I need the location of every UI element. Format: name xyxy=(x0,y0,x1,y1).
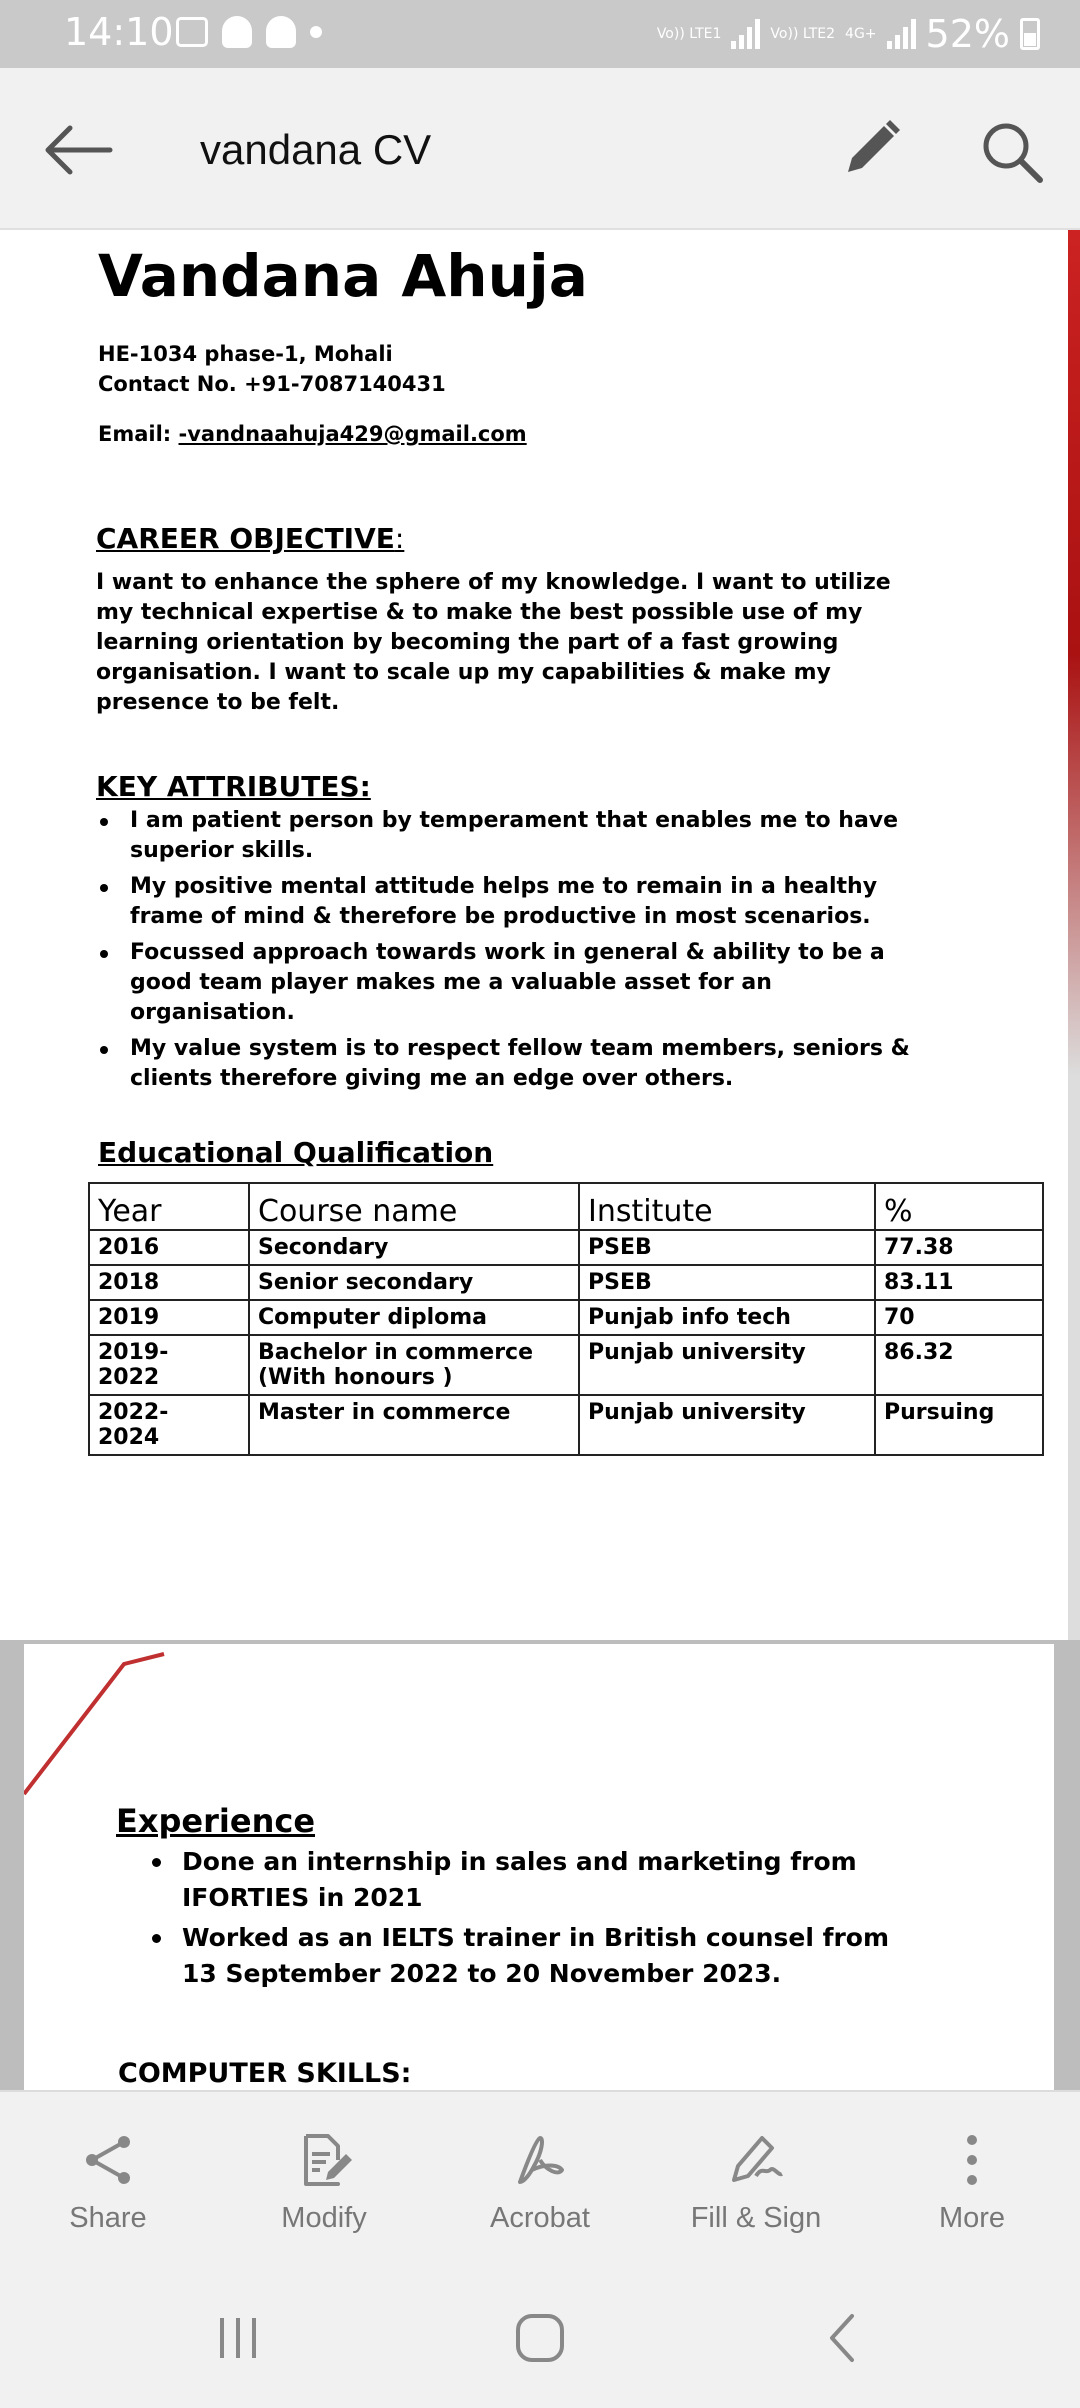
cell-percent: 83.11 xyxy=(875,1265,1043,1300)
cell-institute: Punjab info tech xyxy=(579,1300,875,1335)
battery-icon xyxy=(1020,18,1040,50)
network-sim2-label: Vo)) LTE2 xyxy=(770,25,836,42)
pdf-page-2 xyxy=(24,1644,1054,2090)
system-navigation-bar xyxy=(0,2266,1080,2408)
table-row xyxy=(89,1395,1043,1455)
cv-email-line xyxy=(98,422,527,446)
document-viewer[interactable] xyxy=(0,230,1080,2090)
share-icon xyxy=(78,2130,138,2190)
more-vertical-icon xyxy=(942,2130,1002,2190)
share-button[interactable] xyxy=(0,2092,216,2266)
network-type-label: 4G+ xyxy=(845,25,877,42)
cell-year: 2022- 2024 xyxy=(89,1395,249,1455)
document-title: vandana CV xyxy=(200,126,432,173)
cell-institute: PSEB xyxy=(579,1265,875,1300)
cell-year: 2019 xyxy=(89,1300,249,1335)
cell-percent: Pursuing xyxy=(875,1395,1043,1455)
cell-course: Senior secondary xyxy=(249,1265,579,1300)
recents-icon[interactable] xyxy=(208,2310,268,2366)
bottom-toolbar xyxy=(0,2090,1080,2266)
cell-year: 2018 xyxy=(89,1265,249,1300)
page-edge-decoration xyxy=(1068,230,1080,1640)
cv-address: HE-1034 phase-1, Mohali xyxy=(98,342,393,366)
table-row xyxy=(89,1335,1043,1395)
share-label: Share xyxy=(69,2202,147,2234)
email-link[interactable]: -vandnaahuja429@gmail.com xyxy=(178,422,527,446)
header-institute: Institute xyxy=(579,1183,875,1230)
cell-institute: Punjab university xyxy=(579,1335,875,1395)
more-label: More xyxy=(938,2202,1006,2234)
fill-sign-button[interactable] xyxy=(648,2092,864,2266)
career-objective-heading xyxy=(96,522,404,555)
status-bar xyxy=(0,0,1080,68)
home-icon[interactable] xyxy=(510,2310,570,2366)
acrobat-icon xyxy=(510,2130,570,2190)
snapchat-notification-icon xyxy=(266,16,296,48)
list-item: Focussed approach towards work in general & ability to be a good team player makes me a valuable asset for an organisation. xyxy=(96,938,916,1028)
cv-name: Vandana Ahuja xyxy=(98,242,588,310)
cell-course: Secondary xyxy=(249,1230,579,1265)
cell-course: Master in commerce xyxy=(249,1395,579,1455)
header-percent: % xyxy=(875,1183,1043,1230)
gallery-notification-icon xyxy=(176,17,208,47)
cell-institute: Punjab university xyxy=(579,1395,875,1455)
experience-heading: Experience xyxy=(116,1802,316,1840)
computer-skills-heading: COMPUTER SKILLS: xyxy=(118,2058,412,2089)
career-heading-colon: : xyxy=(394,522,405,555)
cell-year: 2019- 2022 xyxy=(89,1335,249,1395)
cell-course: Bachelor in commerce (With honours ) xyxy=(249,1335,579,1395)
career-heading-text: CAREER OBJECTIVE xyxy=(96,522,395,555)
back-chevron-icon[interactable] xyxy=(814,2310,874,2366)
table-row xyxy=(89,1300,1043,1335)
table-row xyxy=(89,1265,1043,1300)
cv-contact: Contact No. +91-7087140431 xyxy=(98,372,446,396)
snapchat-notification-icon xyxy=(222,16,252,48)
pencil-icon[interactable] xyxy=(840,116,904,180)
network-sim1-label: Vo)) LTE1 xyxy=(656,25,722,42)
status-indicators xyxy=(657,12,1040,56)
email-label: Email: xyxy=(98,422,179,446)
more-button[interactable] xyxy=(864,2092,1080,2266)
pdf-page-1 xyxy=(0,230,1080,1640)
app-bar xyxy=(0,68,1080,230)
list-item: Worked as an IELTS trainer in British counsel from 13 September 2022 to 20 November 2023. xyxy=(144,1920,924,1992)
cell-percent: 77.38 xyxy=(875,1230,1043,1265)
cell-year: 2016 xyxy=(89,1230,249,1265)
education-heading: Educational Qualification xyxy=(98,1136,494,1169)
notification-icons xyxy=(176,16,322,48)
key-attributes-heading: KEY ATTRIBUTES: xyxy=(96,770,371,803)
list-item: Done an internship in sales and marketing from IFORTIES in 2021 xyxy=(144,1844,924,1916)
arrow-left-icon[interactable] xyxy=(40,118,116,182)
key-attributes-list xyxy=(96,806,916,1100)
search-icon[interactable] xyxy=(976,116,1048,188)
cell-percent: 86.32 xyxy=(875,1335,1043,1395)
table-row xyxy=(89,1230,1043,1265)
battery-level: 52% xyxy=(925,12,1010,56)
fill-sign-icon xyxy=(726,2130,786,2190)
header-course: Course name xyxy=(249,1183,579,1230)
page-corner-decoration xyxy=(24,1644,224,1804)
table-header-row xyxy=(89,1183,1043,1230)
cell-percent: 70 xyxy=(875,1300,1043,1335)
experience-list xyxy=(144,1844,924,1996)
list-item: My value system is to respect fellow team members, seniors & clients therefore giving me an edge over others. xyxy=(96,1034,916,1094)
modify-document-icon xyxy=(294,2130,354,2190)
acrobat-label: Acrobat xyxy=(490,2202,590,2234)
header-year: Year xyxy=(89,1183,249,1230)
cell-institute: PSEB xyxy=(579,1230,875,1265)
cell-course: Computer diploma xyxy=(249,1300,579,1335)
modify-button[interactable] xyxy=(216,2092,432,2266)
signal-sim2-icon xyxy=(887,19,916,49)
career-objective-text: I want to enhance the sphere of my knowledge. I want to utilize my technical expertise & to make the best possible use of my learning orientation by becoming the part of a fast growing organisation. I want to scale up my capabilities & make my presence to be felt. xyxy=(96,570,891,715)
list-item: My positive mental attitude helps me to remain in a healthy frame of mind & therefore be productive in most scenarios. xyxy=(96,872,916,932)
fill-sign-label: Fill & Sign xyxy=(690,2202,822,2234)
more-notifications-dot-icon xyxy=(310,26,322,38)
status-time: 14:10 xyxy=(64,10,174,54)
modify-label: Modify xyxy=(281,2202,367,2234)
education-table xyxy=(88,1182,1044,1456)
acrobat-button[interactable] xyxy=(432,2092,648,2266)
education-table-body xyxy=(89,1230,1043,1455)
list-item: I am patient person by temperament that enables me to have superior skills. xyxy=(96,806,916,866)
signal-sim1-icon xyxy=(731,19,760,49)
